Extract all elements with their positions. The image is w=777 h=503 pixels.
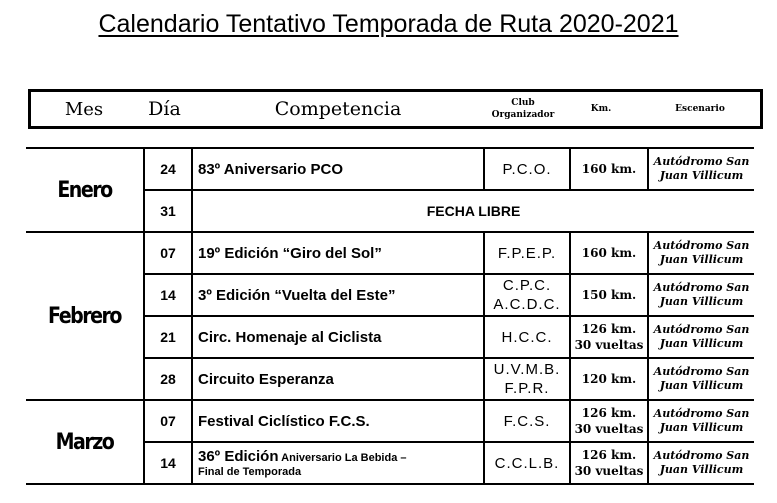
header-competencia: Competencia: [274, 98, 402, 120]
club-cell: C.C.L.B.: [484, 442, 570, 484]
km-cell: [570, 442, 648, 484]
competition-cell: Circ. Homenaje al Ciclista: [192, 316, 484, 358]
club-cell: [484, 274, 570, 316]
km-cell: 150 km.: [570, 274, 648, 316]
venue-line1: Autódromo San: [653, 155, 750, 168]
day-cell: 21: [144, 316, 192, 358]
venue-line2: Juan Villicum: [659, 463, 744, 476]
header-club-line2: Organizador: [491, 110, 555, 120]
day-cell: 28: [144, 358, 192, 400]
venue-line1: Autódromo San: [653, 239, 750, 252]
club-line1: U.V.M.B.: [493, 361, 561, 378]
km-cell: 160 km.: [570, 148, 648, 190]
club-cell: H.C.C.: [484, 316, 570, 358]
club-line2: A.C.D.C.: [493, 296, 561, 313]
venue-cell: [648, 316, 754, 358]
club-cell: [484, 358, 570, 400]
km-line1: 126 km.: [581, 448, 637, 462]
venue-line2: Juan Villicum: [659, 253, 744, 266]
venue-cell: [648, 148, 754, 190]
table-row: [26, 400, 754, 442]
km-cell: [570, 400, 648, 442]
km-cell: 160 km.: [570, 232, 648, 274]
schedule-table: [26, 147, 754, 485]
venue-line1: Autódromo San: [653, 281, 750, 294]
venue-cell: [648, 274, 754, 316]
venue-line2: Juan Villicum: [659, 337, 744, 350]
day-cell: 07: [144, 400, 192, 442]
competition-small: Aniversario La Bebida –: [278, 452, 407, 464]
competition-cell: Festival Ciclístico F.C.S.: [192, 400, 484, 442]
km-cell: [570, 316, 648, 358]
month-marzo: Marzo: [26, 394, 144, 491]
competition-cell: 83º Aniversario PCO: [192, 148, 484, 190]
venue-line2: Juan Villicum: [659, 295, 744, 308]
day-cell: 14: [144, 274, 192, 316]
competition-line2: Final de Temporada: [198, 466, 302, 478]
day-cell: 14: [144, 442, 192, 484]
venue-line2: Juan Villicum: [659, 169, 744, 182]
month-febrero: Febrero: [26, 219, 144, 412]
fecha-libre-cell: FECHA LIBRE: [192, 190, 754, 232]
km-line1: 126 km.: [581, 406, 637, 420]
header-club-line1: Club: [511, 98, 535, 108]
venue-cell: [648, 442, 754, 484]
club-line2: F.P.R.: [504, 380, 550, 397]
venue-cell: [648, 232, 754, 274]
venue-line1: Autódromo San: [653, 365, 750, 378]
table-row: [26, 232, 754, 274]
competition-cell: 3º Edición “Vuelta del Este”: [192, 274, 484, 316]
venue-cell: [648, 358, 754, 400]
km-line1: 126 km.: [581, 322, 637, 336]
club-cell: F.P.E.P.: [484, 232, 570, 274]
venue-line1: Autódromo San: [653, 449, 750, 462]
venue-line1: Autódromo San: [653, 407, 750, 420]
day-cell: 07: [144, 232, 192, 274]
competition-cell: [192, 442, 484, 484]
page-title: Calendario Tentativo Temporada de Ruta 2020-2021: [98, 10, 679, 38]
header-dia: Día: [148, 98, 181, 120]
header-mes: Mes: [64, 98, 104, 120]
header-club: [484, 97, 562, 121]
table-row: [26, 148, 754, 190]
km-cell: 120 km.: [570, 358, 648, 400]
venue-line1: Autódromo San: [653, 323, 750, 336]
venue-line2: Juan Villicum: [659, 421, 744, 434]
table-header: [28, 89, 763, 129]
venue-cell: [648, 400, 754, 442]
competition-cell: 19º Edición “Giro del Sol”: [192, 232, 484, 274]
header-km: Km.: [590, 104, 612, 114]
competition-main: 36º Edición: [198, 448, 279, 465]
club-cell: P.C.O.: [484, 148, 570, 190]
day-cell: 31: [144, 190, 192, 232]
km-line2: 30 vueltas: [574, 338, 644, 352]
km-line2: 30 vueltas: [574, 464, 644, 478]
club-cell: F.C.S.: [484, 400, 570, 442]
competition-cell: Circuito Esperanza: [192, 358, 484, 400]
club-line1: C.P.C.: [502, 277, 552, 294]
km-line2: 30 vueltas: [574, 422, 644, 436]
day-cell: 24: [144, 148, 192, 190]
venue-line2: Juan Villicum: [659, 379, 744, 392]
header-escenario: Escenario: [675, 104, 725, 114]
month-enero: Enero: [26, 142, 144, 239]
